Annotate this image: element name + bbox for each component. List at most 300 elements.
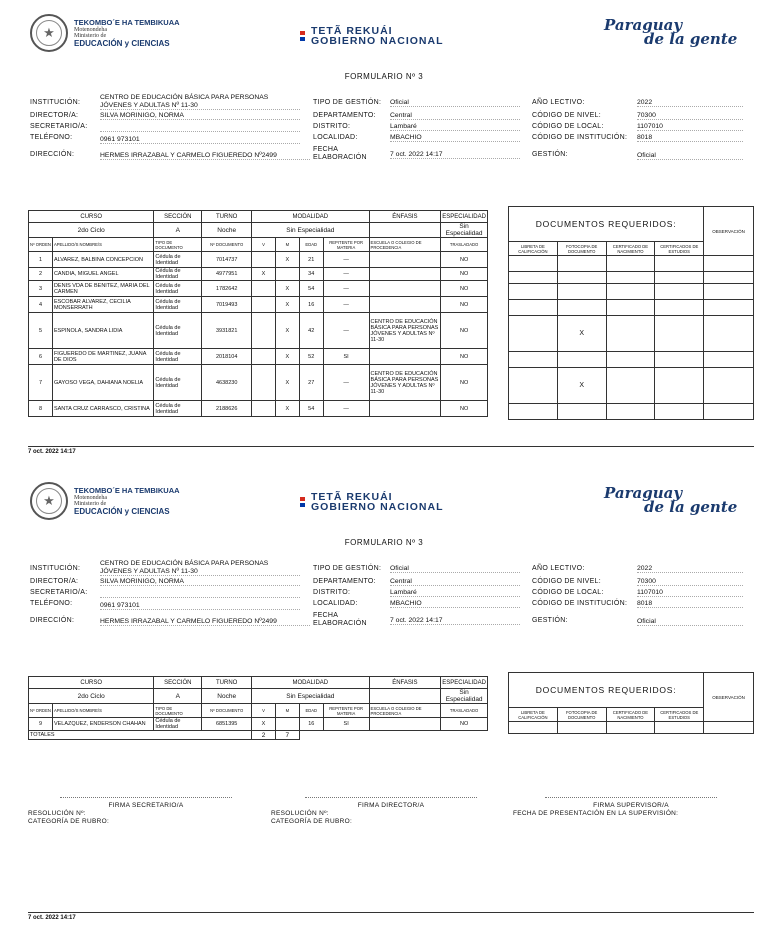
student-tipo: Cédula de Identidad: [154, 297, 202, 313]
page1-divider: [28, 446, 754, 447]
document-row: [509, 722, 754, 734]
turno-value: Noche: [202, 689, 252, 704]
directoria-value: SILVA MORINIGO, NORMA: [100, 112, 300, 120]
doc-obs: [704, 368, 754, 404]
doc-foto: X: [557, 368, 606, 404]
student-m: X: [275, 297, 299, 313]
institucion-label: INSTITUCIÓN:: [30, 99, 81, 106]
student-tipo: Cédula de Identidad: [154, 252, 202, 268]
col-cert-nac: CERTIFICADO DE NACIMIENTO: [606, 242, 655, 256]
doc-libreta: [509, 256, 558, 272]
student-edad: 54: [299, 401, 323, 417]
categoria-label-1: CATEGORÍA DE RUBRO:: [28, 818, 110, 825]
form-title-page2: FORMULARIO Nº 3: [344, 538, 424, 547]
observacion-header: OBSERVACIÓN: [704, 673, 754, 722]
col-fotocopia: FOTOCOPIA DE DOCUMENTO: [557, 242, 606, 256]
doc-foto: [557, 352, 606, 368]
doc-est: [655, 272, 704, 284]
doc-nac: [606, 722, 655, 734]
student-row: [29, 401, 488, 417]
fecha-presentacion-label: FECHA DE PRESENTACIÓN EN LA SUPERVISIÓN:: [513, 810, 679, 817]
doc-obs: [704, 256, 754, 272]
cod-local-label: CÓDIGO DE LOCAL:: [532, 123, 604, 130]
doc-nac: [606, 284, 655, 300]
doc-nac: [606, 316, 655, 352]
student-esc: [369, 349, 441, 365]
enfasis-header: ÉNFASIS: [369, 677, 441, 689]
doc-est: [655, 256, 704, 272]
institution-info-page2: [30, 560, 740, 635]
col-nombres: APELLIDO/S NOMBRE/S: [52, 238, 153, 252]
cod-nivel-label: CÓDIGO DE NIVEL:: [532, 112, 601, 119]
student-table-page2: [28, 676, 488, 740]
cod-local-label: CÓDIGO DE LOCAL:: [532, 589, 604, 596]
distrito-value: Lambaré: [390, 123, 520, 131]
doc-obs: [704, 316, 754, 352]
government-line2: GOBIERNO NACIONAL: [311, 35, 444, 47]
enfasis-value: [369, 689, 441, 704]
document-row: [509, 368, 754, 404]
slogan-logo-page2: [604, 486, 737, 514]
col-trasladado: TRASLADADO: [441, 704, 488, 718]
student-tras: NO: [441, 252, 488, 268]
cod-local-value: 1107010: [637, 589, 743, 597]
student-edad: 42: [299, 313, 323, 349]
doc-nac: [606, 368, 655, 404]
student-n: 6: [29, 349, 53, 365]
doc-libreta: [509, 272, 558, 284]
categoria-label-2: CATEGORÍA DE RUBRO:: [271, 818, 353, 825]
enfasis-value: [369, 223, 441, 238]
gestion-value: Oficial: [637, 618, 743, 626]
government-line1: TETÃ REKUÁI: [311, 25, 393, 37]
cod-nivel-value: 70300: [637, 578, 743, 586]
student-n: 7: [29, 365, 53, 401]
flag-icon: [300, 497, 305, 507]
student-doc: 2018104: [202, 349, 252, 365]
student-rep: —: [323, 401, 369, 417]
student-row: [29, 268, 488, 281]
cod-nivel-value: 70300: [637, 112, 743, 120]
directoria-label: DIRECTOR/A:: [30, 578, 79, 585]
doc-est: [655, 316, 704, 352]
document-row: [509, 404, 754, 420]
student-edad: 16: [299, 718, 323, 731]
col-repitente: REPITENTE POR MATERIA: [323, 704, 369, 718]
telefono-value: 0961 973101: [100, 602, 300, 610]
ministry-line4: EDUCACIÓN y CIENCIAS: [74, 39, 170, 48]
doc-libreta: [509, 404, 558, 420]
student-v: [252, 401, 276, 417]
timestamp-page2: 7 oct. 2022 14:17: [28, 915, 76, 921]
student-doc: 7019493: [202, 297, 252, 313]
student-name: GAYOSO VEGA, DAHIANA NOELIA: [52, 365, 153, 401]
secretaria-label: SECRETARIO/A:: [30, 123, 88, 130]
ano-value: 2022: [637, 565, 743, 573]
student-v: [252, 281, 276, 297]
student-tras: NO: [441, 365, 488, 401]
doc-nac: [606, 272, 655, 284]
curso-value: 2do Ciclo: [29, 689, 154, 704]
seccion-value: A: [154, 223, 202, 238]
student-name: ESCOBAR ALVAREZ, CECILIA MONSERRATH: [52, 297, 153, 313]
student-doc: 2188626: [202, 401, 252, 417]
direccion-value: HERMES IRRAZABAL Y CARMELO FIGUEREDO Nº2499: [100, 618, 310, 626]
col-escuela: ESCUELA O COLEGIO DE PROCEDENCIA: [369, 704, 441, 718]
student-edad: 27: [299, 365, 323, 401]
student-n: 9: [29, 718, 53, 731]
resolucion-label-1: RESOLUCIÓN Nº:: [28, 810, 86, 817]
modalidad-value: Sin Especialidad: [252, 689, 369, 704]
institucion-label: INSTITUCIÓN:: [30, 565, 81, 572]
observacion-header: OBSERVACIÓN: [704, 207, 754, 256]
student-doc: 1782642: [202, 281, 252, 297]
student-tras: NO: [441, 281, 488, 297]
cod-inst-value: 8018: [637, 600, 743, 608]
departamento-label: DEPARTAMENTO:: [313, 578, 376, 585]
institucion-value: CENTRO DE EDUCACIÓN BÁSICA PARA PERSONAS JÓVENES Y ADULTAS Nº 11-30: [100, 94, 300, 110]
doc-libreta: [509, 368, 558, 404]
government-logo: [300, 26, 444, 46]
student-row: [29, 252, 488, 268]
tipo-gestion-value: Oficial: [390, 565, 520, 573]
directoria-label: DIRECTOR/A:: [30, 112, 79, 119]
student-n: 1: [29, 252, 53, 268]
doc-est: [655, 404, 704, 420]
student-name: SANTA CRUZ CARRASCO, CRISTINA: [52, 401, 153, 417]
student-rep: —: [323, 281, 369, 297]
doc-est: [655, 368, 704, 404]
doc-libreta: [509, 722, 558, 734]
signature-line-directora: [305, 797, 477, 798]
student-esc: [369, 252, 441, 268]
localidad-value: MBACHIO: [390, 600, 520, 608]
student-doc: 3931821: [202, 313, 252, 349]
doc-foto: [557, 722, 606, 734]
col-tipo-doc: TIPO DE DOCUMENTO: [154, 238, 202, 252]
doc-est: [655, 352, 704, 368]
student-esc: CENTRO DE EDUCACIÓN BÁSICA PARA PERSONAS JÓVENES Y ADULTAS Nº 11-30: [369, 313, 441, 349]
seccion-value: A: [154, 689, 202, 704]
col-libreta: LIBRETA DE CALIFICACIÓN: [509, 242, 558, 256]
fecha-label: FECHA ELABORACIÓN: [313, 146, 367, 161]
firma-directora: FIRMA DIRECTOR/A: [357, 802, 425, 809]
student-doc: 4638230: [202, 365, 252, 401]
student-name: FIGUEREDO DE MARTINEZ, JUANA DE DIOS: [52, 349, 153, 365]
ano-label: AÑO LECTIVO:: [532, 565, 585, 572]
student-m: X: [275, 281, 299, 297]
student-tipo: Cédula de Identidad: [154, 281, 202, 297]
totals-v: 2: [252, 731, 276, 740]
doc-obs: [704, 352, 754, 368]
distrito-label: DISTRITO:: [313, 589, 351, 596]
doc-foto: [557, 272, 606, 284]
modalidad-header: MODALIDAD: [252, 677, 369, 689]
doc-foto: [557, 256, 606, 272]
doc-obs: [704, 272, 754, 284]
especialidad-value: Sin Especialidad: [441, 689, 488, 704]
ministry-line4: EDUCACIÓN y CIENCIAS: [74, 507, 170, 516]
ano-label: AÑO LECTIVO:: [532, 99, 585, 106]
student-v: [252, 365, 276, 401]
documents-title: DOCUMENTOS REQUERIDOS:: [509, 673, 704, 708]
student-n: 4: [29, 297, 53, 313]
timestamp-page1: 7 oct. 2022 14:17: [28, 449, 76, 455]
doc-obs: [704, 404, 754, 420]
flag-icon: [300, 31, 305, 41]
student-esc: CENTRO DE EDUCACIÓN BÁSICA PARA PERSONAS JÓVENES Y ADULTAS Nº 11-30: [369, 365, 441, 401]
page2-divider: [28, 912, 754, 913]
modalidad-value: Sin Especialidad: [252, 223, 369, 238]
student-tipo: Cédula de Identidad: [154, 718, 202, 731]
col-m: M: [275, 238, 299, 252]
student-name: VELAZQUEZ, ENDERSON CHAHAN: [52, 718, 153, 731]
cod-nivel-label: CÓDIGO DE NIVEL:: [532, 578, 601, 585]
doc-libreta: [509, 300, 558, 316]
student-doc: 7014737: [202, 252, 252, 268]
tipo-gestion-value: Oficial: [390, 99, 520, 107]
doc-est: [655, 300, 704, 316]
student-m: X: [275, 252, 299, 268]
telefono-value: 0961 973101: [100, 136, 300, 144]
student-edad: 52: [299, 349, 323, 365]
student-tipo: Cédula de Identidad: [154, 268, 202, 281]
especialidad-header: ESPECIALIDAD: [441, 677, 488, 689]
fecha-value: 7 oct. 2022 14:17: [390, 151, 520, 159]
student-rep: —: [323, 268, 369, 281]
totals-m: 7: [275, 731, 299, 740]
student-m: [275, 268, 299, 281]
student-n: 8: [29, 401, 53, 417]
secretaria-label: SECRETARIO/A:: [30, 589, 88, 596]
cod-inst-label: CÓDIGO DE INSTITUCIÓN:: [532, 600, 628, 607]
slogan-logo: [604, 18, 737, 46]
col-tipo-doc: TIPO DE DOCUMENTO: [154, 704, 202, 718]
student-rep: —: [323, 365, 369, 401]
turno-header: TURNO: [202, 211, 252, 223]
student-esc: [369, 401, 441, 417]
doc-libreta: [509, 316, 558, 352]
student-m: X: [275, 349, 299, 365]
document-row: [509, 256, 754, 272]
direccion-label: DIRECCIÓN:: [30, 151, 75, 158]
student-row: [29, 281, 488, 297]
student-n: 3: [29, 281, 53, 297]
ano-value: 2022: [637, 99, 743, 107]
departamento-value: Central: [390, 112, 520, 120]
turno-header: TURNO: [202, 677, 252, 689]
col-fotocopia: FOTOCOPIA DE DOCUMENTO: [557, 708, 606, 722]
student-row: [29, 313, 488, 349]
curso-header: CURSO: [29, 211, 154, 223]
student-tras: NO: [441, 268, 488, 281]
student-esc: [369, 718, 441, 731]
student-v: [252, 252, 276, 268]
curso-value: 2do Ciclo: [29, 223, 154, 238]
doc-foto: [557, 404, 606, 420]
doc-obs: [704, 722, 754, 734]
gestion-label: GESTIÓN:: [532, 617, 568, 624]
col-m: M: [275, 704, 299, 718]
documents-table-page2: [508, 672, 754, 734]
student-row: [29, 718, 488, 731]
localidad-label: LOCALIDAD:: [313, 600, 358, 607]
curso-header: CURSO: [29, 677, 154, 689]
student-tras: NO: [441, 401, 488, 417]
student-rep: SI: [323, 349, 369, 365]
firma-secretaria: FIRMA SECRETARIO/A: [108, 802, 184, 809]
student-name: ALVAREZ, BALBINA CONCEPCION: [52, 252, 153, 268]
student-row: [29, 297, 488, 313]
institution-info: [30, 94, 740, 169]
student-v: [252, 297, 276, 313]
distrito-value: Lambaré: [390, 589, 520, 597]
seccion-header: SECCIÓN: [154, 211, 202, 223]
document-row: [509, 272, 754, 284]
government-line2: GOBIERNO NACIONAL: [311, 501, 444, 513]
enfasis-header: ÉNFASIS: [369, 211, 441, 223]
secretaria-value: [100, 589, 300, 598]
col-libreta: LIBRETA DE CALIFICACIÓN: [509, 708, 558, 722]
cod-local-value: 1107010: [637, 123, 743, 131]
especialidad-header: ESPECIALIDAD: [441, 211, 488, 223]
tipo-gestion-label: TIPO DE GESTIÓN:: [313, 99, 382, 106]
document-row: [509, 316, 754, 352]
col-v: V: [252, 238, 276, 252]
document-row: [509, 352, 754, 368]
student-name: CANDIA, MIGUEL ANGEL: [52, 268, 153, 281]
student-rep: —: [323, 313, 369, 349]
slogan-line2: de la gente: [644, 498, 738, 516]
student-tipo: Cédula de Identidad: [154, 313, 202, 349]
signature-line-secretaria: [60, 797, 232, 798]
government-logo-page2: [300, 492, 444, 512]
national-seal-icon: ★: [30, 14, 68, 52]
telefono-label: TELÉFONO:: [30, 134, 73, 141]
student-m: X: [275, 365, 299, 401]
cod-inst-value: 8018: [637, 134, 743, 142]
student-edad: 54: [299, 281, 323, 297]
student-v: [252, 349, 276, 365]
slogan-line1: Paraguay: [604, 16, 683, 34]
doc-libreta: [509, 284, 558, 300]
student-tras: NO: [441, 313, 488, 349]
ministry-logo: [30, 14, 180, 52]
col-cert-est: CERTIFICADOS DE ESTUDIOS: [655, 242, 704, 256]
totals-row: [29, 731, 488, 740]
departamento-label: DEPARTAMENTO:: [313, 112, 376, 119]
ministry-line3: Ministerio de: [74, 501, 107, 507]
student-esc: [369, 281, 441, 297]
tipo-gestion-label: TIPO DE GESTIÓN:: [313, 565, 382, 572]
student-esc: [369, 297, 441, 313]
doc-est: [655, 722, 704, 734]
student-tras: NO: [441, 718, 488, 731]
modalidad-header: MODALIDAD: [252, 211, 369, 223]
document-row: [509, 284, 754, 300]
student-tras: NO: [441, 349, 488, 365]
student-rep: —: [323, 252, 369, 268]
doc-foto: X: [557, 316, 606, 352]
col-cert-nac: CERTIFICADO DE NACIMIENTO: [606, 708, 655, 722]
form-title: FORMULARIO Nº 3: [344, 72, 424, 81]
localidad-label: LOCALIDAD:: [313, 134, 358, 141]
student-doc: 6851395: [202, 718, 252, 731]
student-row: [29, 349, 488, 365]
student-rep: SI: [323, 718, 369, 731]
directoria-value: SILVA MORINIGO, NORMA: [100, 578, 300, 586]
doc-foto: [557, 284, 606, 300]
doc-nac: [606, 352, 655, 368]
national-seal-icon: ★: [30, 482, 68, 520]
gestion-value: Oficial: [637, 152, 743, 160]
resolucion-label-2: RESOLUCIÓN Nº:: [271, 810, 329, 817]
ministry-logo-page2: [30, 482, 180, 520]
student-edad: 34: [299, 268, 323, 281]
ministry-line1: TEKOMBO´E HA TEMBIKUAA: [74, 486, 180, 495]
doc-nac: [606, 300, 655, 316]
col-orden: Nº ORDEN: [29, 238, 53, 252]
col-escuela: ESCUELA O COLEGIO DE PROCEDENCIA: [369, 238, 441, 252]
fecha-value: 7 oct. 2022 14:17: [390, 617, 520, 625]
direccion-label: DIRECCIÓN:: [30, 617, 75, 624]
col-trasladado: TRASLADADO: [441, 238, 488, 252]
ministry-line2: Motenondeha: [74, 495, 107, 501]
gestion-label: GESTIÓN:: [532, 151, 568, 158]
student-name: ESPINOLA, SANDRA LIDIA: [52, 313, 153, 349]
student-doc: 4977951: [202, 268, 252, 281]
col-repitente: REPITENTE POR MATERIA: [323, 238, 369, 252]
firma-supervisora: FIRMA SUPERVISOR/A: [593, 802, 669, 809]
col-orden: Nº ORDEN: [29, 704, 53, 718]
cod-inst-label: CÓDIGO DE INSTITUCIÓN:: [532, 134, 628, 141]
ministry-line1: TEKOMBO´E HA TEMBIKUAA: [74, 18, 180, 27]
especialidad-value: Sin Especialidad: [441, 223, 488, 238]
col-num-doc: Nº DOCUMENTO: [202, 704, 252, 718]
student-m: X: [275, 313, 299, 349]
seccion-header: SECCIÓN: [154, 677, 202, 689]
student-m: [275, 718, 299, 731]
doc-nac: [606, 404, 655, 420]
student-table-page1: [28, 210, 488, 417]
telefono-label: TELÉFONO:: [30, 600, 73, 607]
col-num-doc: Nº DOCUMENTO: [202, 238, 252, 252]
ministry-line2: Motenondeha: [74, 27, 107, 33]
student-row: [29, 365, 488, 401]
doc-obs: [704, 300, 754, 316]
totals-label: TOTALES: [29, 731, 252, 740]
student-tipo: Cédula de Identidad: [154, 401, 202, 417]
doc-nac: [606, 256, 655, 272]
departamento-value: Central: [390, 578, 520, 586]
slogan-line1: Paraguay: [604, 484, 683, 502]
student-tipo: Cédula de Identidad: [154, 349, 202, 365]
student-name: DENIS VDA DE BENITEZ, MARIA DEL CARMEN: [52, 281, 153, 297]
student-esc: [369, 268, 441, 281]
col-edad: EDAD: [299, 238, 323, 252]
student-edad: 16: [299, 297, 323, 313]
documents-title: DOCUMENTOS REQUERIDOS:: [509, 207, 704, 242]
signature-line-supervisora: [545, 797, 717, 798]
doc-foto: [557, 300, 606, 316]
ministry-line3: Ministerio de: [74, 33, 107, 39]
student-tipo: Cédula de Identidad: [154, 365, 202, 401]
doc-est: [655, 284, 704, 300]
fecha-label: FECHA ELABORACIÓN: [313, 612, 367, 627]
secretaria-value: [100, 123, 300, 132]
government-line1: TETÃ REKUÁI: [311, 491, 393, 503]
direccion-value: HERMES IRRAZABAL Y CARMELO FIGUEREDO Nº2499: [100, 152, 310, 160]
